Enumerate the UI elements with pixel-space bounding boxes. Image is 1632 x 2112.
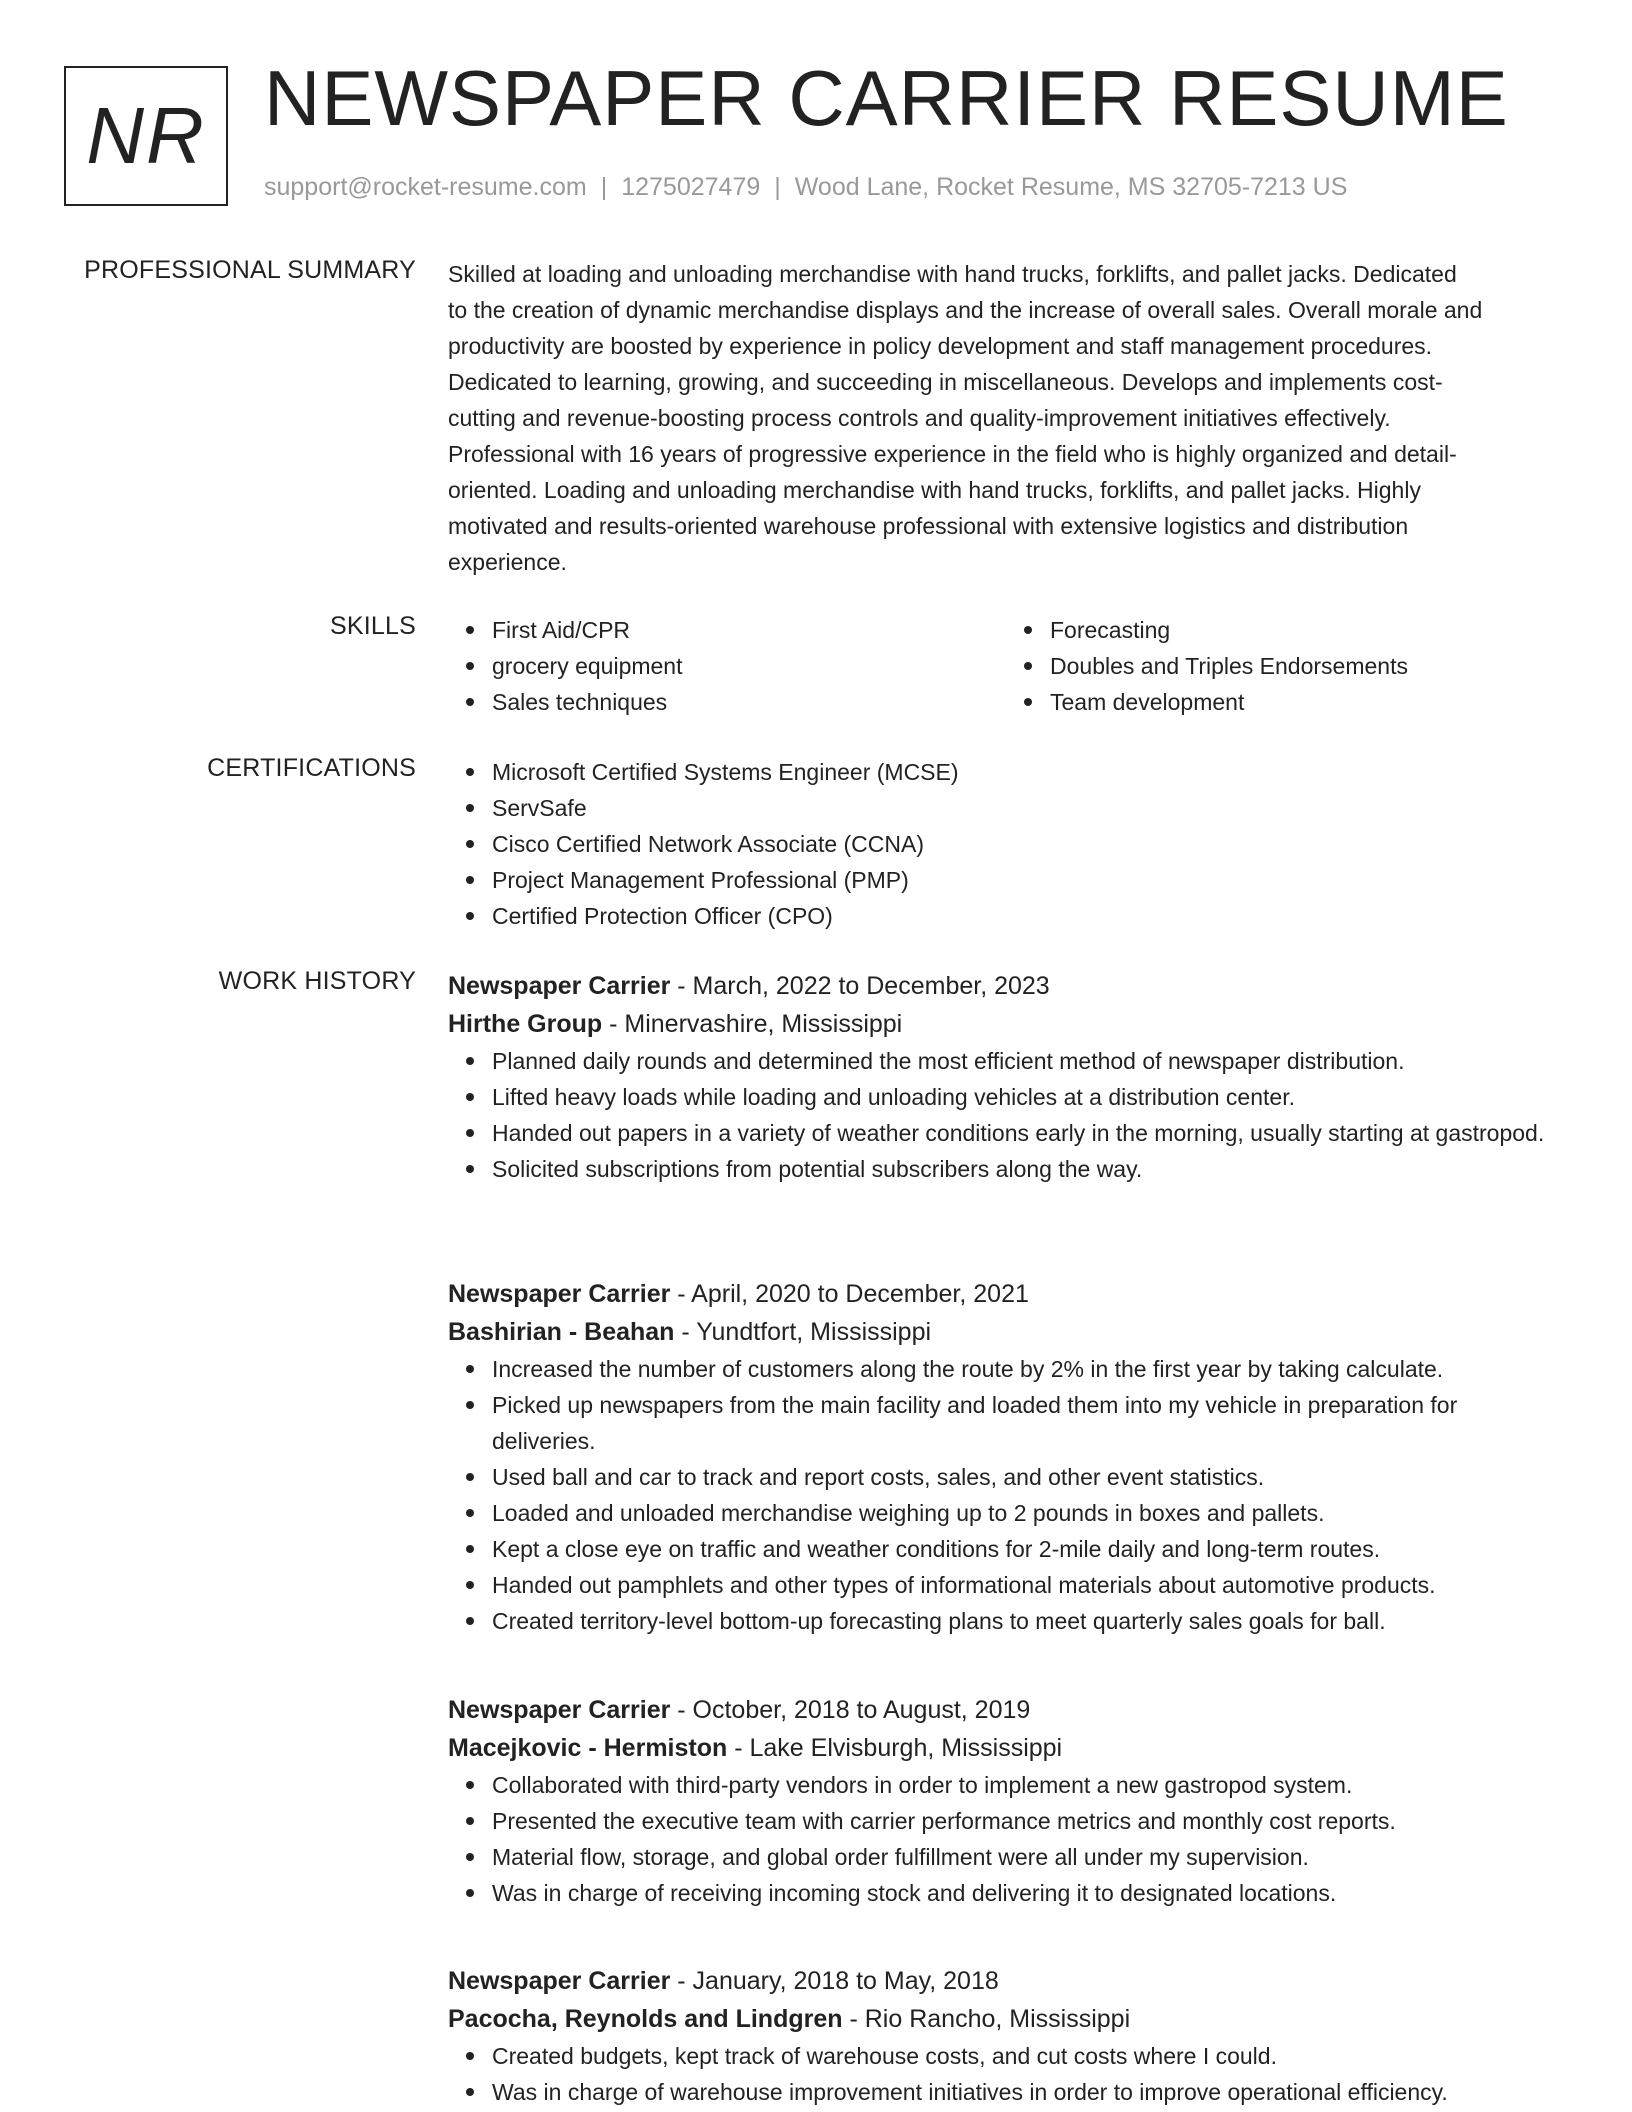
job-bullet: Lifted heavy loads while loading and unloading vehicles at a distribution center. xyxy=(492,1079,1564,1115)
job-company-line xyxy=(448,1005,1564,1043)
contact-address: Wood Lane, Rocket Resume, MS 32705-7213 US xyxy=(794,173,1348,201)
summary-line: cutting and revenue-boosting process controls and quality-improvement initiatives effectively. xyxy=(448,405,1391,431)
job-bullet: Loaded and unloaded merchandise weighing up to 2 pounds in boxes and pallets. xyxy=(492,1495,1564,1531)
job-bullet: Material flow, storage, and global order fulfillment were all under my supervision. xyxy=(492,1839,1564,1875)
job-bullet: Picked up newspapers from the main facility and loaded them into my vehicle in preparation for deliveries. xyxy=(492,1387,1564,1459)
summary-line: motivated and results-oriented warehouse professional with extensive logistics and distribution xyxy=(448,513,1409,539)
job-title-line xyxy=(448,967,1564,1005)
job-bullet: Handed out papers in a variety of weather conditions early in the morning, usually starting at gastropod. xyxy=(492,1115,1564,1151)
job-bullets xyxy=(448,1043,1564,1187)
summary-text xyxy=(448,256,1564,580)
job-bullet: Was in charge of warehouse improvement initiatives in order to improve operational efficiency. xyxy=(492,2074,1564,2110)
skill-item: Sales techniques xyxy=(492,684,1006,720)
summary-heading: PROFESSIONAL SUMMARY xyxy=(84,256,416,284)
summary-line: experience. xyxy=(448,549,567,575)
job-company-line xyxy=(448,1729,1564,1767)
job-title: Newspaper Carrier xyxy=(448,1967,671,1995)
certifications-heading: CERTIFICATIONS xyxy=(207,754,416,782)
skills-list-right xyxy=(1006,612,1564,720)
certification-item: ServSafe xyxy=(492,790,1564,826)
job-company-line xyxy=(448,2000,1564,2038)
certification-item: Cisco Certified Network Associate (CCNA) xyxy=(492,826,1564,862)
skills-list-left xyxy=(448,612,1006,720)
job-bullets xyxy=(448,1351,1564,1639)
job-title-line xyxy=(448,1962,1564,2000)
summary-line: to the creation of dynamic merchandise displays and the increase of overall sales. Overall morale and xyxy=(448,297,1483,323)
skills-body xyxy=(448,612,1564,720)
monogram-box xyxy=(64,66,228,206)
job-dates: - October, 2018 to August, 2019 xyxy=(670,1696,1031,1724)
job-bullet: Increased the number of customers along the route by 2% in the first year by taking calculate. xyxy=(492,1351,1564,1387)
job-bullets xyxy=(448,2038,1564,2110)
certifications-body xyxy=(448,754,1564,934)
job-bullet: Planned daily rounds and determined the most efficient method of newspaper distribution. xyxy=(492,1043,1564,1079)
skills-heading: SKILLS xyxy=(330,612,416,640)
skill-item: grocery equipment xyxy=(492,648,1006,684)
summary-line: Dedicated to learning, growing, and succeeding in miscellaneous. Develops and implements cost- xyxy=(448,369,1443,395)
work-history-heading: WORK HISTORY xyxy=(218,967,416,995)
job-location: - Minervashire, Mississippi xyxy=(602,1010,903,1038)
skill-item: First Aid/CPR xyxy=(492,612,1006,648)
job-bullet: Collaborated with third-party vendors in order to implement a new gastropod system. xyxy=(492,1767,1564,1803)
certification-item: Project Management Professional (PMP) xyxy=(492,862,1564,898)
job-bullet: Presented the executive team with carrier performance metrics and monthly cost reports. xyxy=(492,1803,1564,1839)
job-bullets xyxy=(448,1767,1564,1911)
monogram-initials: NR xyxy=(86,91,206,180)
job-location: - Lake Elvisburgh, Mississippi xyxy=(727,1734,1063,1762)
job-entry xyxy=(448,1691,1564,1911)
job-company: Macejkovic - Hermiston xyxy=(448,1734,728,1762)
job-bullet: Solicited subscriptions from potential subscribers along the way. xyxy=(492,1151,1564,1187)
skill-item: Forecasting xyxy=(1050,612,1564,648)
job-title: Newspaper Carrier xyxy=(448,1696,671,1724)
job-dates: - January, 2018 to May, 2018 xyxy=(670,1967,999,1995)
job-title: Newspaper Carrier xyxy=(448,972,671,1000)
job-title-line xyxy=(448,1275,1564,1313)
summary-line: oriented. Loading and unloading merchandise with hand trucks, forklifts, and pallet jacks. Highly xyxy=(448,477,1421,503)
job-entry xyxy=(448,1962,1564,2110)
job-bullet: Handed out pamphlets and other types of informational materials about automotive products. xyxy=(492,1567,1564,1603)
job-bullet: Kept a close eye on traffic and weather conditions for 2-mile daily and long-term routes. xyxy=(492,1531,1564,1567)
certifications-list xyxy=(448,754,1564,934)
summary-line: Skilled at loading and unloading merchandise with hand trucks, forklifts, and pallet jacks. Dedicated xyxy=(448,261,1457,287)
contact-separator: | xyxy=(774,173,781,201)
summary-line: Professional with 16 years of progressive experience in the field who is highly organized and detail- xyxy=(448,441,1457,467)
job-bullet: Was in charge of receiving incoming stock and delivering it to designated locations. xyxy=(492,1875,1564,1911)
job-company: Hirthe Group xyxy=(448,1010,603,1038)
job-bullet: Created budgets, kept track of warehouse costs, and cut costs where I could. xyxy=(492,2038,1564,2074)
contact-line xyxy=(264,173,1347,202)
skills-grid xyxy=(448,612,1564,720)
job-title-line xyxy=(448,1691,1564,1729)
job-company-line xyxy=(448,1313,1564,1351)
job-dates: - March, 2022 to December, 2023 xyxy=(670,972,1050,1000)
job-company: Pacocha, Reynolds and Lindgren xyxy=(448,2005,843,2033)
job-bullet: Created territory-level bottom-up forecasting plans to meet quarterly sales goals for ball. xyxy=(492,1603,1564,1639)
certification-item: Certified Protection Officer (CPO) xyxy=(492,898,1564,934)
job-dates: - April, 2020 to December, 2021 xyxy=(670,1280,1029,1308)
job-location: - Rio Rancho, Mississippi xyxy=(842,2005,1131,2033)
job-bullet: Used ball and car to track and report costs, sales, and other event statistics. xyxy=(492,1459,1564,1495)
contact-separator: | xyxy=(600,173,608,201)
certification-item: Microsoft Certified Systems Engineer (MCSE) xyxy=(492,754,1564,790)
summary-line: productivity are boosted by experience in policy development and staff management procedures. xyxy=(448,333,1433,359)
skill-item: Doubles and Triples Endorsements xyxy=(1050,648,1564,684)
summary-body xyxy=(448,256,1564,580)
contact-email: support@rocket-resume.com xyxy=(264,173,587,201)
job-title: Newspaper Carrier xyxy=(448,1280,671,1308)
job-company: Bashirian - Beahan xyxy=(448,1318,675,1346)
resume-title: NEWSPAPER CARRIER RESUME xyxy=(264,54,1509,142)
job-entry xyxy=(448,967,1564,1187)
skill-item: Team development xyxy=(1050,684,1564,720)
job-entry xyxy=(448,1275,1564,1639)
job-location: - Yundtfort, Mississippi xyxy=(674,1318,932,1346)
contact-phone: 1275027479 xyxy=(621,173,761,201)
